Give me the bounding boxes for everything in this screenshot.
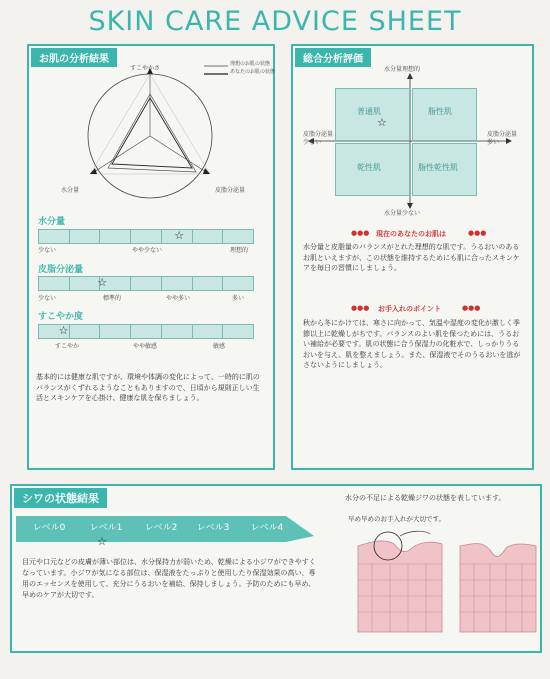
moisture-tick-1: やや少ない <box>132 247 163 254</box>
wrinkle-header: シワの状態結果 <box>14 488 107 508</box>
moisture-tick-0: 少ない <box>38 247 57 254</box>
sebum-tick-0: 少ない <box>38 295 57 302</box>
health-bar <box>38 324 254 339</box>
health-star-icon: ☆ <box>58 324 69 337</box>
radar-label-right: 皮脂分泌量 <box>215 187 246 194</box>
level-star-icon: ☆ <box>97 535 107 548</box>
advice-bullet-right: ●●● <box>462 304 481 312</box>
current-title: 現在のあなたのお肌は <box>376 230 446 238</box>
moisture-bar <box>38 229 254 244</box>
sebum-tick-1: 標準的 <box>103 295 122 302</box>
quadrant-label-normal: 普通肌 <box>357 107 381 116</box>
axis-right: 皮脂分泌量 多い <box>487 131 518 146</box>
moisture-tick-2: 理想的 <box>230 247 249 254</box>
axis-top: 水分量理想的 <box>384 66 421 73</box>
moisture-title: 水分量 <box>38 217 66 227</box>
moisture-star-icon: ☆ <box>174 229 185 242</box>
legend-yours: あなたのお肌の状態 <box>230 69 276 75</box>
wrinkle-text: 目元や口元などの皮膚が薄い部位は、水分保持力が弱いため、乾燥による小ジワができやすくなっています。小ジワが気になる部位は、保湿液をたっぷりと使用したり保湿効果の高い、専用のエッセンスを使用して、充分にうるおいを補給、保持しましょう。予防のためにも早め、早めのケアが大切です。 <box>22 558 316 599</box>
skin-diagram <box>350 528 540 638</box>
advice-title: お手入れのポイント <box>378 305 441 313</box>
sebum-title: 皮脂分泌量 <box>38 265 84 275</box>
health-tick-1: やや敏感 <box>133 343 158 350</box>
legend-ideal: 理想のお肌の状態 <box>230 61 271 67</box>
sheet-title: SKIN CARE ADVICE SHEET <box>88 6 462 37</box>
advice-text: 秋から冬にかけては、寒さに向かって、気温や湿度の変化が激しく季節以上に乾燥しがちです。バランスのよい肌を保つためには、うるおい補給が必要です。肌の状態に合う保湿力の化粧水で、しっかりうるおいを与え、肌を整えましょう。また、保湿液でそのうるおいを逃がさないようにしましょう。 <box>303 319 521 369</box>
diagram-note: 早め早めのお手入れが大切です。 <box>348 515 445 523</box>
overall-header: 総合分析評価 <box>295 48 371 67</box>
current-text: 水分量と皮脂量のバランスがとれた理想的な肌です。うるおいのあるお肌といえますが、この状態を維持するためにも肌に合ったスキンケアを毎日の習慣にしましょう。 <box>303 243 520 272</box>
level-3: レベル3 <box>196 523 230 533</box>
current-bullet-right: ●●● <box>468 229 487 237</box>
health-tick-2: 敏感 <box>213 343 226 350</box>
axis-bottom: 水分量少ない <box>384 210 421 217</box>
radar-chart <box>28 60 272 200</box>
level-0: レベル0 <box>32 523 66 533</box>
advice-bullet-left: ●●● <box>351 304 370 312</box>
level-1: レベル1 <box>89 523 123 533</box>
quadrant-label-oily: 脂性肌 <box>428 107 452 116</box>
axis-left: 皮脂分泌量 少ない <box>303 131 334 146</box>
quadrant-star-icon: ☆ <box>377 116 387 129</box>
health-tick-0: すこやか <box>55 343 80 350</box>
sebum-tick-3: 多い <box>232 295 245 302</box>
sebum-bar <box>38 276 254 291</box>
level-2: レベル2 <box>144 523 178 533</box>
level-4: レベル4 <box>250 523 284 533</box>
sebum-tick-2: やや多い <box>166 295 191 302</box>
current-bullet-left: ●●● <box>351 229 370 237</box>
sebum-star-icon: ☆ <box>97 276 108 289</box>
analysis-text: 基本的には健康な肌ですが、環境や体調の変化によって、一時的に肌のバランスがくずれるようなこともありますので、日頃から規則正しい生活とスキンケアを心掛け、健康な肌を保ちましょう。 <box>36 373 260 402</box>
radar-label-left: 水分量 <box>61 187 80 194</box>
radar-label-top: すこやかさ <box>130 65 161 72</box>
quadrant-label-oily-dry: 脂性乾性肌 <box>418 163 458 172</box>
quadrant-label-dry: 乾性肌 <box>357 163 381 172</box>
health-title: すこやか度 <box>38 312 84 322</box>
diagram-text: 水分の不足による乾燥ジワの状態を表しています。 <box>345 494 506 502</box>
analysis-header: お肌の分析結果 <box>31 48 117 67</box>
